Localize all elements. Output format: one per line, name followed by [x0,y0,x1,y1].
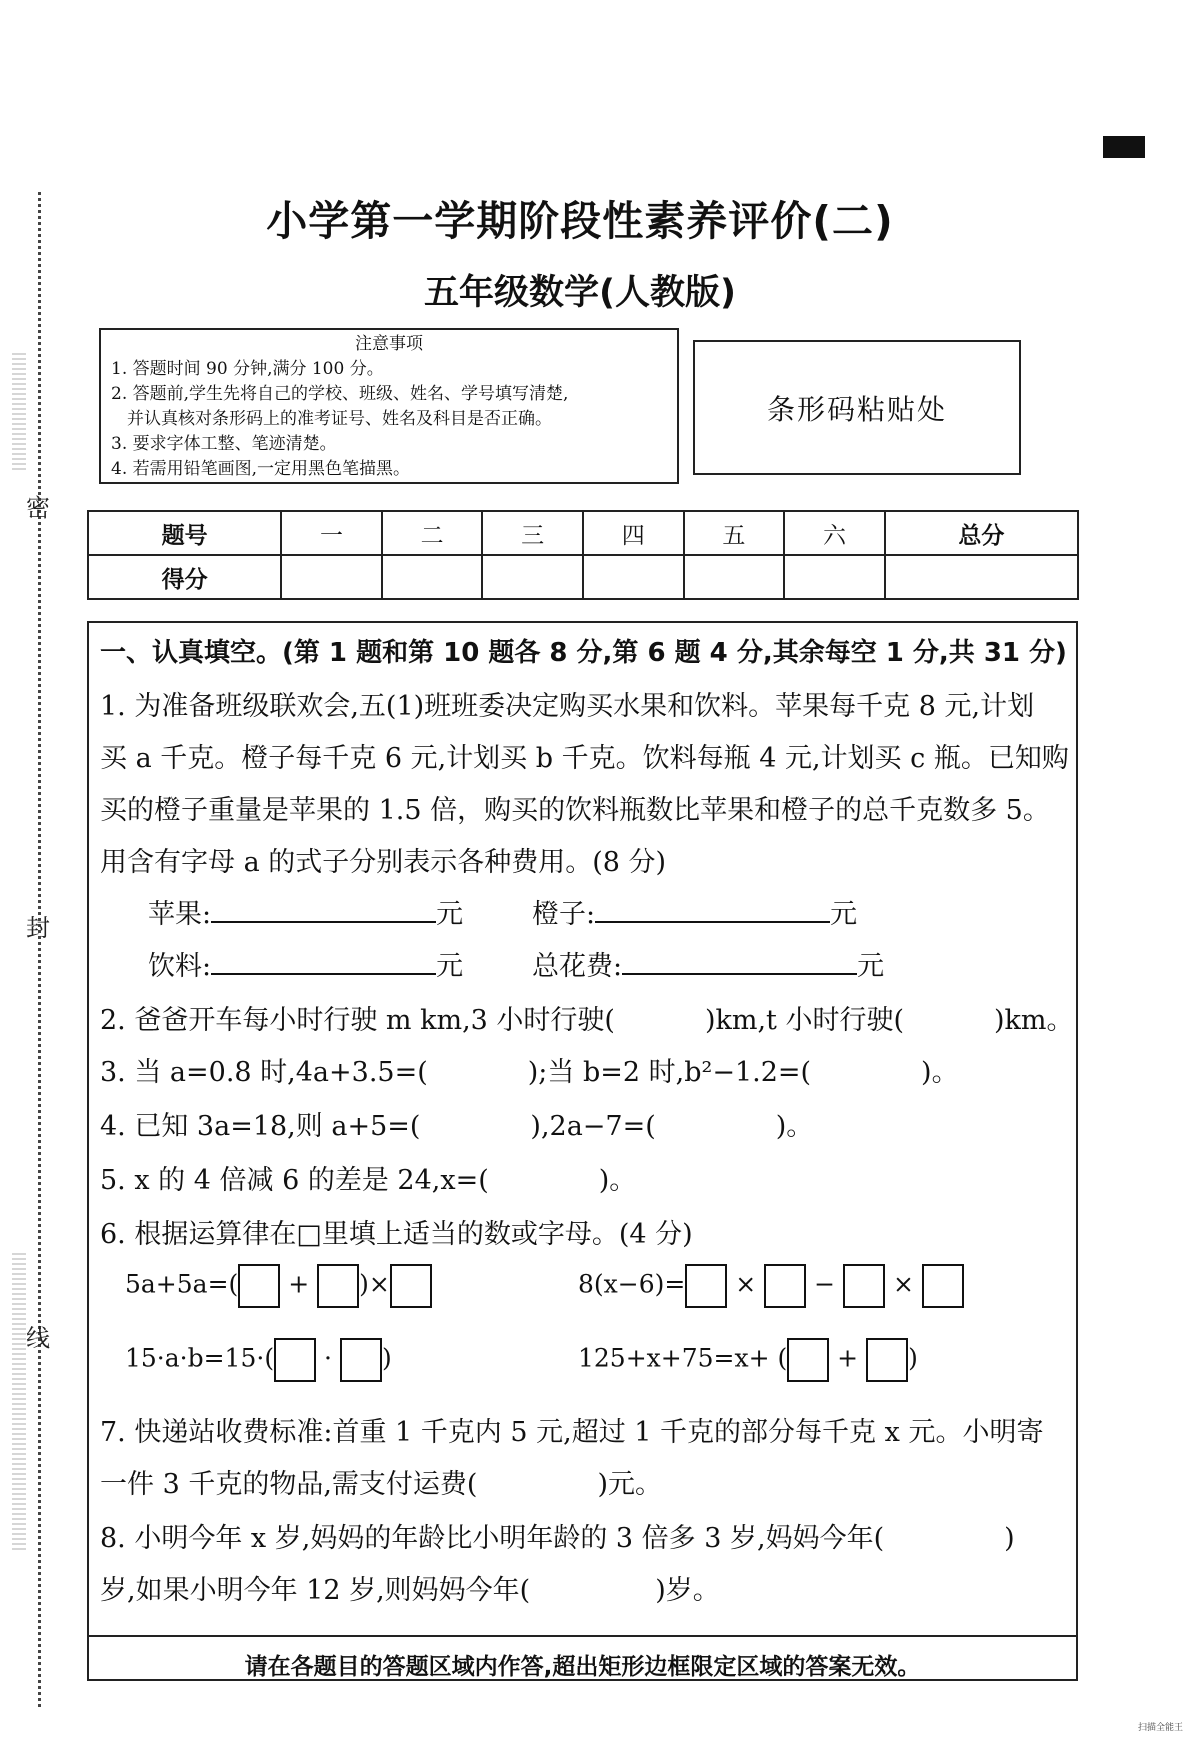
q4-line [100,1104,813,1143]
q8-line2 [100,1568,720,1607]
column-header: 一 [281,511,382,555]
seal-char-xian: 线 [26,1324,50,1352]
unit-label: 元 [830,899,858,930]
column-header: 六 [784,511,885,555]
footer-note: 请在各题目的答题区域内作答,超出矩形边框限定区域的答案无效。 [244,1654,921,1680]
column-header-total: 总分 [885,511,1078,555]
orange-label: 橙子: [532,899,596,930]
q6-e2-times: × [735,1269,757,1299]
q5-line [100,1158,636,1197]
q3-line [100,1050,959,1089]
seal-dotted-line [38,192,41,1707]
q1-line: 1. 为准备班级联欢会,五(1)班班委决定购买水果和饮料。苹果每千克 8 元,计划 [100,691,1035,722]
answer-box[interactable] [866,1338,908,1382]
q1-line: 买 a 千克。橙子每千克 6 元,计划买 b 千克。饮料每瓶 4 元,计划买 c 瓶。已知购 [100,743,1069,774]
notice-box [99,328,679,484]
notice-item: 1. 答题时间 90 分钟,满分 100 分。 [111,359,384,379]
q2-text-c: )km。 [994,1005,1074,1036]
q6-expr-3 [125,1338,392,1382]
answer-box[interactable] [238,1264,280,1308]
q2-line [100,998,1074,1037]
q7-text-a: 一件 3 千克的物品,需支付运费( [100,1469,478,1500]
q8-text-a: 8. 小明今年 x 岁,妈妈的年龄比小明年龄的 3 倍多 3 岁,妈妈今年( [100,1523,885,1554]
column-header: 三 [482,511,583,555]
answer-box[interactable] [390,1264,432,1308]
notice-item: 4. 若需用铅笔画图,一定用黑色笔描黑。 [111,459,411,479]
answer-box[interactable] [685,1264,727,1308]
corner-marker [1103,136,1145,158]
score-table [87,510,1079,600]
q7-text-b: )元。 [597,1469,663,1500]
column-header: 二 [382,511,483,555]
q1-drink-row [148,944,463,983]
q1-total-row [532,944,884,983]
q8-text-c: 岁,如果小明今年 12 岁,则妈妈今年( [100,1575,531,1606]
answer-box[interactable] [340,1338,382,1382]
q6-line: 6. 根据运算律在□里填上适当的数或字母。(4 分) [100,1219,693,1250]
notice-item: 3. 要求字体工整、笔迹清楚。 [111,434,337,454]
total-label: 总花费: [532,951,623,982]
row-label-question: 题号 [88,511,281,555]
score-cell[interactable] [583,555,684,599]
answer-box[interactable] [274,1338,316,1382]
row-label-score: 得分 [88,555,281,599]
score-cell[interactable] [684,555,785,599]
unit-label: 元 [436,951,464,982]
notice-item: 2. 答题前,学生先将自己的学校、班级、姓名、学号填写清楚, [111,384,569,404]
q1-apple-row [148,892,463,931]
q3-text-c: )。 [921,1057,959,1088]
q6-e2-pre: 8(x−6)= [578,1269,686,1299]
barcode-label: 条形码粘贴处 [766,392,947,426]
q6-e2-minus: − [814,1269,836,1299]
seal-char-feng: 封 [26,914,50,942]
q2-text-b: )km,t 小时行驶( [704,1005,904,1036]
q8-text-d: )岁。 [655,1575,720,1606]
q1-orange-row [532,892,857,931]
drink-answer-blank[interactable] [211,947,436,975]
q7-line2 [100,1462,662,1501]
answer-box[interactable] [922,1264,964,1308]
answer-box[interactable] [787,1338,829,1382]
unit-label: 元 [857,951,885,982]
q3-text-a: 3. 当 a=0.8 时,4a+3.5=( [100,1057,428,1088]
q6-e3-pre: 15·a·b=15·( [125,1343,275,1373]
score-row [88,555,1078,599]
page-subtitle: 五年级数学(人教版) [424,273,736,313]
total-answer-blank[interactable] [622,947,857,975]
q5-text-a: 5. x 的 4 倍减 6 的差是 24,x=( [100,1165,489,1196]
q6-expr-2 [578,1264,964,1308]
footer-divider [89,1635,1076,1637]
q8-text-b: ) [1004,1523,1015,1554]
score-cell[interactable] [885,555,1078,599]
notice-title: 注意事项 [355,334,423,354]
seal-char-mi: 密 [26,494,50,522]
apple-answer-blank[interactable] [211,895,436,923]
score-cell[interactable] [382,555,483,599]
q6-expr-1 [125,1264,432,1308]
drink-label: 饮料: [148,951,212,982]
q4-text-b: ),2a−7=( [530,1111,656,1142]
barcode-area [693,340,1021,475]
answer-box[interactable] [843,1264,885,1308]
q2-text-a: 2. 爸爸开车每小时行驶 m km,3 小时行驶( [100,1005,615,1036]
scanner-watermark: 扫描全能王 [1138,1723,1184,1733]
page-title: 小学第一学期阶段性素养评价(二) [266,197,894,245]
q6-e1-pre: 5a+5a=( [125,1269,239,1299]
score-cell[interactable] [784,555,885,599]
orange-answer-blank[interactable] [595,895,830,923]
q4-text-a: 4. 已知 3a=18,则 a+5=( [100,1111,421,1142]
column-header: 五 [684,511,785,555]
q6-e4-post: ) [908,1343,918,1373]
q6-e2-times: × [892,1269,914,1299]
q6-e1-plus: + [288,1269,310,1299]
q5-text-b: )。 [598,1165,637,1196]
q7-line: 7. 快递站收费标准:首重 1 千克内 5 元,超过 1 千克的部分每千克 x 元。小明寄 [100,1417,1044,1448]
score-header-row [88,511,1078,555]
apple-label: 苹果: [148,899,212,930]
q6-e4-plus: + [837,1343,859,1373]
answer-box[interactable] [764,1264,806,1308]
q6-e3-post: ) [381,1343,392,1373]
q6-e4-pre: 125+x+75=x+ ( [578,1343,788,1373]
unit-label: 元 [436,899,464,930]
score-cell[interactable] [482,555,583,599]
notice-item: 并认真核对条形码上的准考证号、姓名及科目是否正确。 [127,409,552,429]
answer-box[interactable] [317,1264,359,1308]
q6-expr-4 [578,1338,918,1382]
q8-line [100,1516,1015,1555]
q6-e3-dot: · [324,1343,332,1373]
column-header: 四 [583,511,684,555]
q1-line: 用含有字母 a 的式子分别表示各种费用。(8 分) [100,847,667,878]
q3-text-b: );当 b=2 时,b²−1.2=( [527,1057,812,1088]
score-cell[interactable] [281,555,382,599]
scan-speckle [12,1250,26,1550]
scan-speckle [12,350,26,470]
section-heading: 一、认真填空。(第 1 题和第 10 题各 8 分,第 6 题 4 分,其余每空 1 分,共 31 分) [100,638,1067,668]
q4-text-c: )。 [775,1111,814,1142]
q6-e1-post: )× [359,1269,390,1299]
q1-line: 买的橙子重量是苹果的 1.5 倍，购买的饮料瓶数比苹果和橙子的总千克数多 5。 [100,795,1050,826]
